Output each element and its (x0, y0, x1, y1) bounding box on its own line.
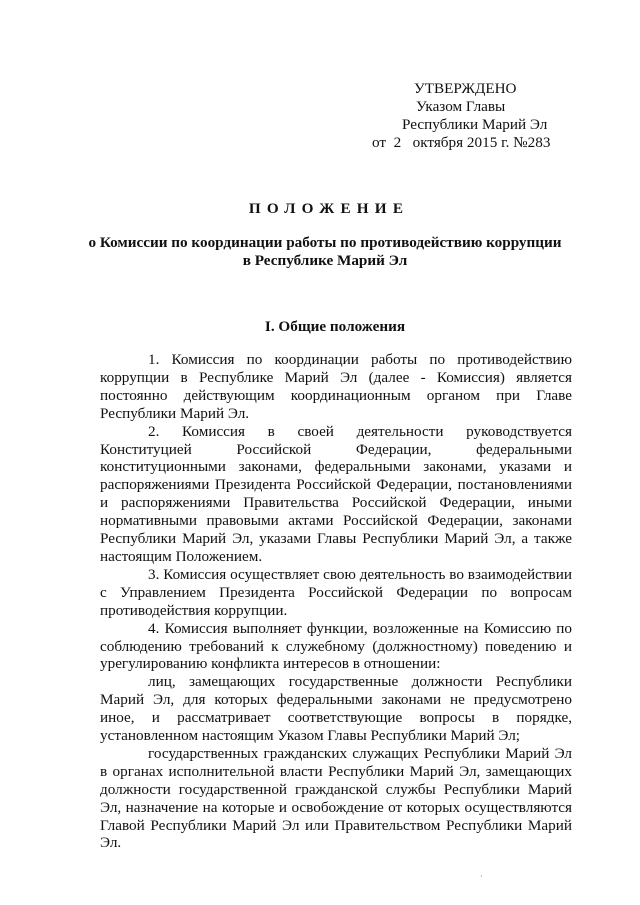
approval-stamp (372, 80, 572, 152)
approval-line-approved: УТВЕРЖДЕНО (414, 80, 517, 97)
document-body (100, 351, 572, 852)
scan-mark: · (480, 871, 483, 881)
document-subtitle-line: о Комиссии по координации работы по противодействию коррупции (88, 234, 562, 251)
document-title: ПОЛОЖЕНИЕ (248, 200, 410, 217)
paragraph: 4. Комиссия выполняет функции, возложенные на Комиссию по соблюдению требований к служебному (должностному) поведению и урегулированию конфликта интересов в отношении: (100, 619, 572, 673)
paragraph: лиц, замещающих государственные должности Республики Марий Эл, для которых федеральными законами не предусмотрено иное, и рассматривает соответствующие вопросы в порядке, установленном настоящим Указом Главы Республики Марий Эл; (100, 673, 572, 745)
paragraph: государственных гражданских служащих Республики Марий Эл в органах исполнительной власти Республики Марий Эл, замещающих должности государственной гражданской службы Республики Марий Эл, назначение на которые и освобождение от которых осуществляются Главой Республики Марий Эл или Правительством Республики Марий Эл. (100, 744, 572, 852)
document-subtitle (70, 234, 580, 270)
section-heading: I. Общие положения (264, 318, 406, 335)
approval-line-republic: Республики Марий Эл (402, 116, 548, 133)
paragraph: 3. Комиссия осуществляет свою деятельность во взаимодействии с Управлением Президента Российской Федерации по вопросам противодействия коррупции. (100, 565, 572, 619)
approval-line-date-number: от 2 октября 2015 г. №283 (372, 134, 551, 151)
document-subtitle-line: в Республике Марий Эл (242, 252, 408, 269)
paragraph: 1. Комиссия по координации работы по противодействию коррупции в Республике Марий Эл (далее - Комиссия) является постоянно действующим координационным органом при Главе Республики Марий Эл. (100, 351, 572, 422)
paragraph: 2. Комиссия в своей деятельности руководствуется Конституцией Российской Федерации, федеральными конституционными законами, федеральными законами, указами и распоряжениями Президента Российской Федерации, постановлениями и распоряжениями Правительства Российской Федерации, иными нормативными правовыми актами Российской Федерации, законами Республики Марий Эл, указами Главы Республики Марий Эл, а также настоящим Положением. (100, 422, 572, 565)
approval-line-decree: Указом Главы (416, 98, 506, 115)
